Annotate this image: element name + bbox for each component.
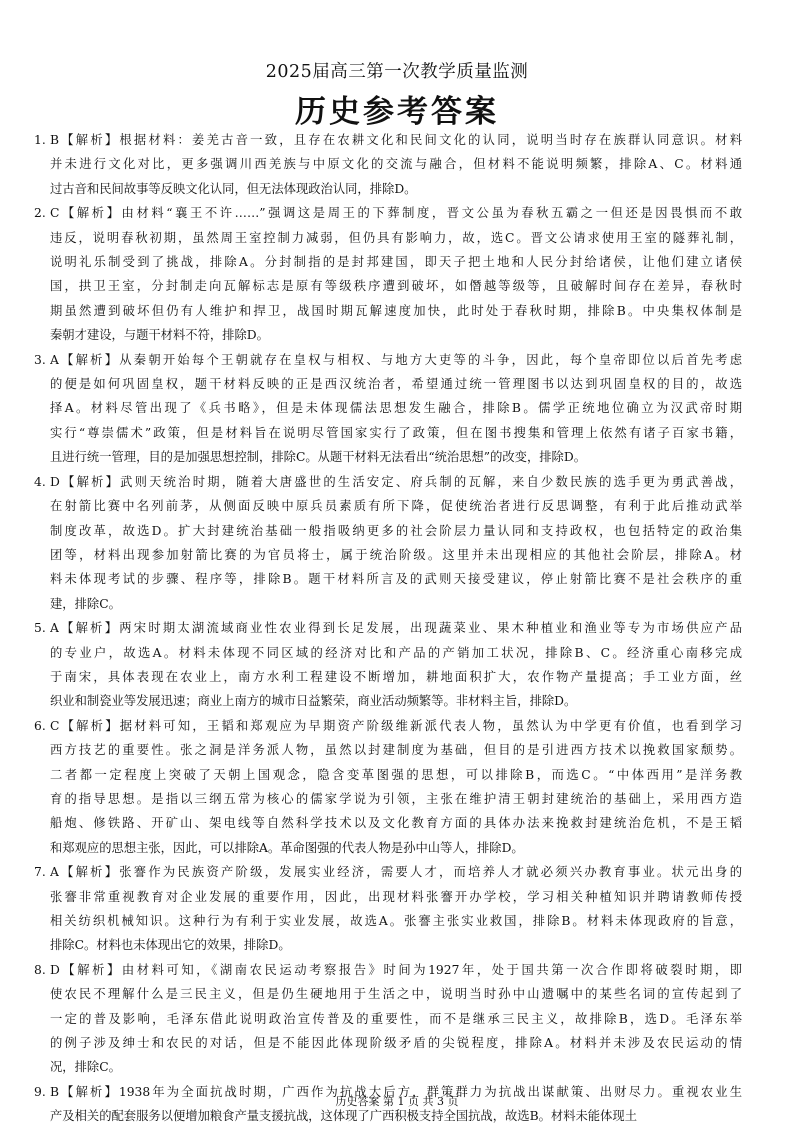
explanation-line: D【解析】由材料可知，《湖南农民运动考察报告》时间为1927年，处于国共第一次合作即将破裂时期，即 [50, 962, 742, 977]
explanation-line: 一定的普及影响，毛泽东借此说明政治宣传普及的重要性，而不是继承三民主义，故排除B，选D。毛泽东举 [50, 1011, 742, 1026]
answer-explanation [50, 470, 742, 616]
answer-item [34, 470, 742, 616]
explanation-line: 况，排除C。 [50, 1060, 121, 1075]
explanation-line: D【解析】武则天统治时期，随着大唐盛世的生活安定、府兵制的瓦解，来自少数民族的选手更为勇武善战， [50, 474, 742, 489]
explanation-line: 船炮、修铁路、开矿山、架电线等自然科学技术以及文化教育方面的具体办法来挽救封建统治危机，不是王韬 [50, 816, 742, 831]
answer-number: 8. [34, 962, 46, 977]
explanation-line: 产及相关的配套服务以便增加粮食产量支援抗战，这体现了广西积极支持全国抗战，故选B。材料未能体现土 [50, 1109, 637, 1124]
explanation-line: 相关纺织机械知识。这种行为有利于实业发展，故选A。张謇主张实业救国，排除B。材料未体现政府的旨意， [50, 914, 742, 928]
explanation-line: 排除C。材料也未体现出它的效果，排除D。 [50, 938, 291, 953]
explanation-line: 的例子涉及绅士和农民的对话，但是不能因此体现阶级矛盾的尖锐程度，排除A。材料并未涉及农民运动的情 [50, 1036, 742, 1051]
explanation-line: 国，拱卫王室，分封制走向瓦解标志是原有等级秩序遭到破坏，如僭越等级等，且破解时间存在差异，春秋时 [50, 279, 742, 294]
explanation-line: A【解析】张謇作为民族资产阶级，发展实业经济，需要人才，而培养人才就必须兴办教育事业。状元出身的 [50, 865, 742, 880]
explanation-line: 的便是如何巩固皇权，题干材料反映的正是西汉统治者，希望通过统一管理图书以达到巩固皇权的目的，故选 [50, 377, 742, 392]
answer-item [34, 128, 742, 201]
answer-explanation [50, 348, 742, 470]
explanation-line: 建，排除C。 [50, 596, 121, 611]
explanation-line: 料未体现考试的步骤、程序等，排除B。题干材料所言及的武则天接受建议，停止射箭比赛不是社会秩序的重 [50, 572, 742, 587]
answer-item [34, 714, 742, 860]
answer-explanation [50, 128, 742, 201]
explanation-line: 二者都一定程度上突破了天朝上国观念，隐含变革图强的思想，可以排除B，而选C。“中体西用”是洋务教 [50, 767, 742, 782]
answer-number: 5. [34, 621, 46, 636]
explanation-line: C【解析】由材料“襄王不许……”强调这是周王的下葬制度，晋文公虽为春秋五霸之一但还是因畏惧而不敢 [50, 206, 742, 221]
explanation-line: 张謇非常重视教育对企业发展的重要作用，因此，出现材料张謇开办学校，学习相关种植知识并聘请教师传授 [50, 889, 742, 904]
explanation-line: 实行“尊崇儒术”政策，但是材料旨在说明尽管国家实行了政策，但在图书搜集和管理上依然有诸子百家书籍， [50, 425, 742, 440]
explanation-line: 秦朝才建设，与题干材料不符，排除D。 [50, 328, 269, 343]
explanation-line: 使农民不理解什么是三民主义，但是仍生硬地用于生活之中，说明当时孙中山遗嘱中的某些名词的宣传起到了 [50, 987, 742, 1002]
answer-number: 7. [34, 865, 46, 880]
answer-number: 6. [34, 718, 46, 733]
explanation-line: B【解析】根据材料：姜羌古音一致，且存在农耕文化和民间文化的认同，说明当时存在族群认同意识。材料 [50, 133, 742, 147]
explanation-line: 且进行统一管理，目的是加强思想控制，排除C。从题干材料无法看出“统治思想”的改变，排除D。 [50, 450, 587, 465]
explanation-line: C【解析】据材料可知，王韬和郑观应为早期资产阶级维新派代表人物，虽然认为中学更有价值，也看到学习 [50, 718, 742, 733]
answer-item [34, 616, 742, 714]
explanation-line: 违反，说明春秋初期，虽然周王室控制力减弱，但仍具有影响力，故，选C。晋文公请求使用王室的隧葬礼制， [50, 230, 742, 245]
page-footer: 历史答案 第 1 页 共 3 页 [335, 1095, 459, 1108]
answer-item [34, 348, 742, 470]
answer-number: 3. [34, 352, 46, 367]
explanation-line: A【解析】从秦朝开始每个王朝就存在皇权与相权、与地方大吏等的斗争，因此，每个皇帝即位以后首先考虑 [50, 352, 742, 367]
answer-explanation [50, 714, 742, 860]
answer-number: 9. [34, 1084, 46, 1099]
answer-explanation [50, 860, 742, 958]
answer-explanation [50, 616, 742, 714]
answer-number: 4. [34, 474, 46, 489]
answer-number: 1. [34, 133, 46, 147]
explanation-line: 在射箭比赛中名列前茅，从侧面反映中原兵员素质有所下降，促使统治者进行反思调整，有利于此后推动武举 [50, 499, 742, 514]
explanation-line: 西方技艺的重要性。张之洞是洋务派人物，虽然以封建制度为基础，但目的是引进西方技术以挽救国家颓势。 [50, 743, 742, 758]
answer-number: 2. [34, 206, 46, 221]
explanation-line: 织业和制瓷业等发展迅速；商业上南方的城市日益繁荣，商业活动频繁等。非材料主旨，排除D。 [50, 694, 577, 709]
explanation-line: 于南宋，具体表现在农业上，南方水利工程建设不断增加，耕地面积扩大，农作物产量提高；手工业方面，丝 [50, 669, 742, 684]
answer-explanation [50, 958, 742, 1080]
subject-title: 历史参考答案 [295, 94, 499, 130]
answer-item [34, 958, 742, 1080]
explanation-line: 和郑观应的思想主张，因此，可以排除A。革命图强的代表人物是孙中山等人，排除D。 [50, 840, 524, 855]
explanation-line: A【解析】两宋时期太湖流域商业性农业得到长足发展，出现蔬菜业、果木种植业和渔业等专为市场供应产品 [50, 621, 742, 636]
answer-list [34, 128, 742, 1129]
explanation-line: 团等，材料出现参加射箭比赛的为官员将士，属于统治阶级。这里并未出现相应的其他社会阶层，排除A。材 [50, 547, 742, 562]
explanation-line: B【解析】1938年为全面抗战时期，广西作为抗战大后方，群策群力为抗战出谋献策、出财尽力。重视农业生 [50, 1084, 742, 1099]
answer-item [34, 201, 742, 347]
explanation-line: 择A。材料尽管出现了《兵书略》，但是未体现儒法思想发生融合，排除B。儒学正统地位确立为汉武帝时期 [50, 401, 742, 416]
explanation-line: 的专业户，故选A。材料未体现不同区域的经济对比和产品的产销加工状况，排除B、C。经济重心南移完成 [50, 645, 742, 660]
explanation-line: 过古音和民间故事等反映文化认同，但无法体现政治认同，排除D。 [50, 181, 417, 196]
explanation-line: 说明礼乐制受到了挑战，排除A。分封制指的是封邦建国，即天子把土地和人民分封给诸侯，让他们建立诸侯 [50, 255, 742, 270]
answer-item [34, 860, 742, 958]
explanation-line: 育的指导思想。是指以三纲五常为核心的儒家学说为引领，主张在维护清王朝封建统治的基础上，采用西方造 [50, 791, 742, 806]
exam-title: 2025届高三第一次教学质量监测 [265, 62, 529, 82]
explanation-line: 并未进行文化对比，更多强调川西羌族与中原文化的交流与融合，但材料不能说明频繁，排除A、C。材料通 [50, 157, 742, 172]
explanation-line: 制度改革，故选D。扩大封建统治基础一般指吸纳更多的社会阶层力量认同和支持政权，也包括特定的政治集 [50, 523, 742, 538]
answer-explanation [50, 201, 742, 347]
explanation-line: 期虽然遭到破坏但仍有人维护和捍卫，战国时期瓦解速度加快，此时处于春秋时期，排除B。中央集权体制是 [50, 303, 742, 318]
